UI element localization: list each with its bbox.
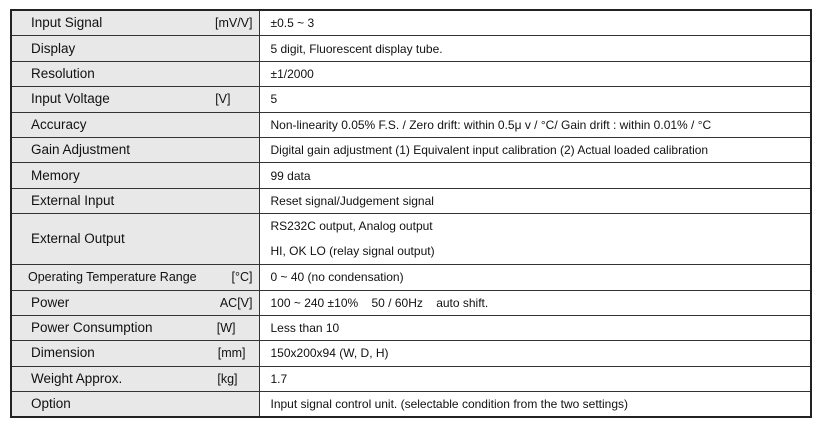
spec-label: Input Voltage	[31, 91, 110, 107]
spec-value-cell	[259, 214, 811, 265]
table-row	[11, 366, 811, 391]
spec-label: Weight Approx.	[31, 370, 123, 386]
spec-unit: [°C]	[231, 270, 253, 285]
spec-value: 5 digit, Fluorescent display tube.	[259, 36, 811, 61]
spec-value: 0 ~ 40 (no condensation)	[259, 265, 811, 290]
spec-value: ±1/2000	[259, 61, 811, 86]
spec-value: 1.7	[259, 366, 811, 391]
spec-label-cell	[11, 112, 259, 137]
spec-label-cell	[11, 163, 259, 188]
spec-value: Digital gain adjustment (1) Equivalent input calibration (2) Actual loaded calibration	[259, 137, 811, 162]
table-row	[11, 315, 811, 340]
spec-label-cell	[11, 290, 259, 315]
table-row	[11, 290, 811, 315]
spec-value: 99 data	[259, 163, 811, 188]
spec-label: Resolution	[31, 65, 95, 81]
spec-label: Dimension	[31, 345, 95, 361]
spec-value: 150x200x94 (W, D, H)	[259, 341, 811, 366]
spec-unit: AC[V]	[219, 295, 253, 310]
spec-label-cell	[11, 214, 259, 265]
table-row	[11, 87, 811, 112]
spec-value: RS232C output, Analog output	[270, 219, 433, 234]
spec-value: 5	[259, 87, 811, 112]
spec-unit: [W]	[216, 321, 236, 336]
spec-label: External Input	[31, 192, 115, 208]
spec-label: Operating Temperature Range	[28, 270, 197, 285]
spec-unit: [kg]	[217, 371, 238, 386]
spec-label: Display	[31, 40, 76, 56]
table-row	[11, 10, 811, 36]
table-row	[11, 61, 811, 86]
spec-label-cell	[11, 265, 259, 290]
spec-label-cell	[11, 366, 259, 391]
spec-value-secondary: HI, OK LO (relay signal output)	[270, 244, 435, 259]
spec-label: External Output	[31, 231, 125, 247]
spec-value: Reset signal/Judgement signal	[259, 188, 811, 213]
table-row	[11, 265, 811, 290]
table-row	[11, 137, 811, 162]
spec-label-cell	[11, 392, 259, 418]
spec-unit: [mm]	[217, 346, 246, 361]
spec-label-cell	[11, 315, 259, 340]
spec-value: Less than 10	[259, 315, 811, 340]
spec-label: Input Signal	[31, 15, 103, 31]
spec-label-cell	[11, 87, 259, 112]
spec-label: Option	[31, 396, 71, 412]
spec-value: 100 ~ 240 ±10% 50 / 60Hz auto shift.	[259, 290, 811, 315]
spec-unit: [mV/V]	[214, 16, 253, 31]
table-row	[11, 112, 811, 137]
spec-label-cell	[11, 137, 259, 162]
table-row	[11, 188, 811, 213]
spec-label: Power Consumption	[31, 320, 153, 336]
specifications-table	[10, 9, 812, 418]
table-row	[11, 341, 811, 366]
spec-label-cell	[11, 188, 259, 213]
spec-unit: [V]	[215, 92, 231, 107]
spec-label: Accuracy	[31, 116, 87, 132]
table-row	[11, 163, 811, 188]
spec-label-cell	[11, 36, 259, 61]
table-row	[11, 214, 811, 265]
spec-value: Non-linearity 0.05% F.S. / Zero drift: within 0.5μ v / °C/ Gain drift : within 0.01% / °C	[259, 112, 811, 137]
table-row	[11, 392, 811, 418]
spec-value: Input signal control unit. (selectable condition from the two settings)	[259, 392, 811, 418]
spec-label: Memory	[31, 167, 80, 183]
table-row	[11, 36, 811, 61]
spec-label: Power	[31, 294, 70, 310]
spec-label: Gain Adjustment	[31, 142, 131, 158]
spec-value: ±0.5 ~ 3	[259, 10, 811, 36]
spec-label-cell	[11, 10, 259, 36]
spec-label-cell	[11, 341, 259, 366]
spec-label-cell	[11, 61, 259, 86]
